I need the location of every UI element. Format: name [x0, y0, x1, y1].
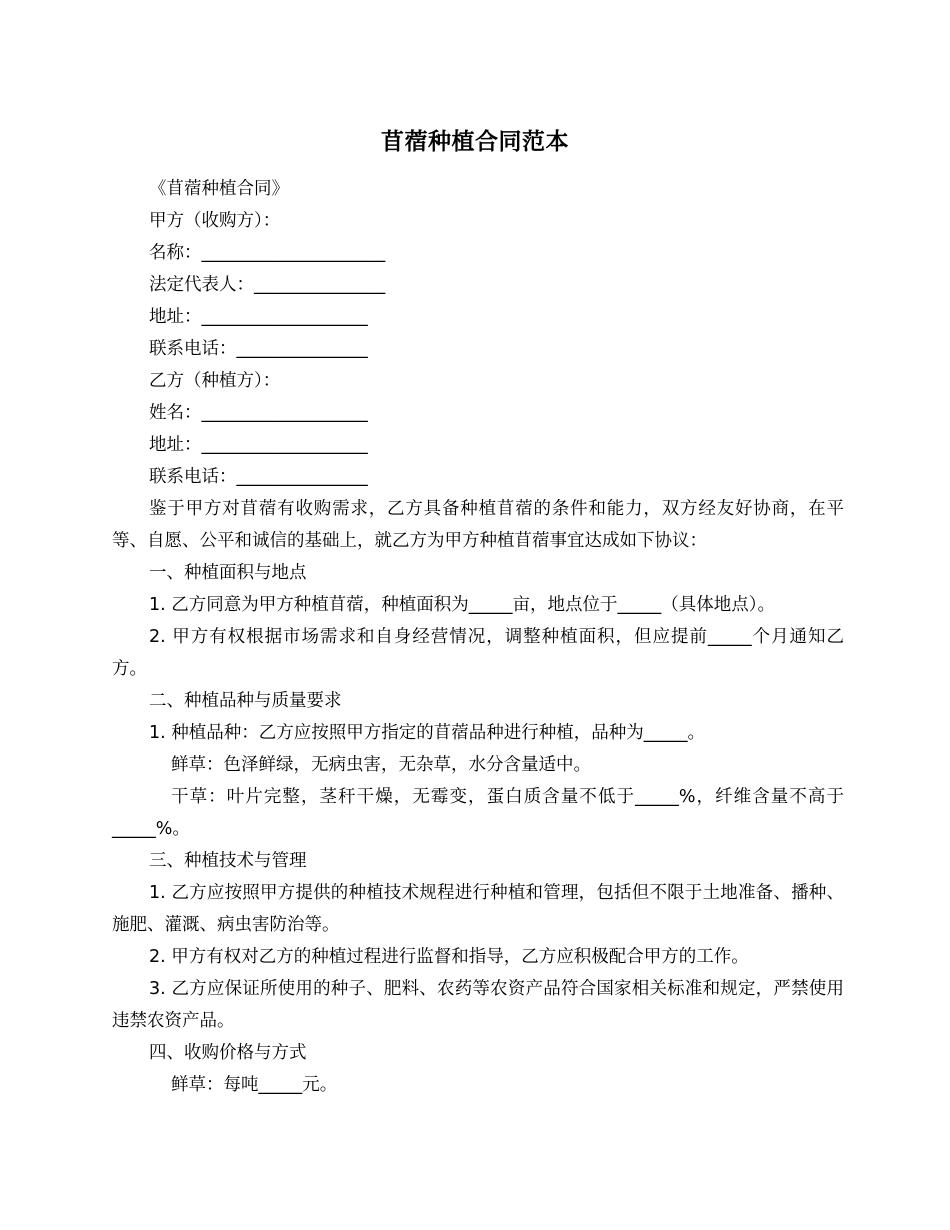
party-a-phone-field: 联系电话：_______________	[149, 339, 368, 359]
section-3-clause-3: 3. 乙方应保证所使用的种子、肥料、农药等农资产品符合国家相关标准和规定，严禁使用违禁农资产品。	[112, 979, 844, 1031]
preamble-paragraph: 鉴于甲方对苜蓿有收购需求，乙方具备种植苜蓿的条件和能力，双方经友好协商，在平等、自愿、公平和诚信的基础上，就乙方为甲方种植苜蓿事宜达成如下协议：	[112, 499, 844, 551]
section-2-clause-1: 1. 种植品种：乙方应按照甲方指定的苜蓿品种进行种植，品种为_____。	[149, 723, 706, 743]
document-body	[112, 173, 844, 1101]
contract-name-line: 《苜蓿种植合同》	[149, 179, 289, 199]
party-b-phone-field: 联系电话：_______________	[149, 467, 368, 487]
section-1-heading: 一、种植面积与地点	[149, 563, 307, 583]
party-a-name-field: 名称：_____________________	[149, 243, 386, 263]
party-a-representative-field: 法定代表人：_______________	[149, 275, 386, 295]
party-b-heading: 乙方（种植方）：	[149, 371, 281, 391]
document-title: 苜蓿种植合同范本	[381, 129, 569, 155]
section-3-heading: 三、种植技术与管理	[149, 851, 307, 871]
section-1-clause-2: 2. 甲方有权根据市场需求和自身经营情况，调整种植面积，但应提前_____个月通知乙方。	[112, 627, 844, 679]
section-3-clause-1: 1. 乙方应按照甲方提供的种植技术规程进行种植和管理，包括但不限于土地准备、播种、施肥、灌溉、病虫害防治等。	[112, 883, 844, 935]
party-a-address-field: 地址：___________________	[149, 307, 368, 327]
fresh-grass-quality: 鲜草：色泽鲜绿，无病虫害，无杂草，水分含量适中。	[171, 755, 591, 775]
party-a-heading: 甲方（收购方）：	[149, 211, 281, 231]
section-1-clause-1: 1. 乙方同意为甲方种植苜蓿，种植面积为_____亩，地点位于_____（具体地点）。	[149, 595, 776, 615]
party-b-name-field: 姓名：___________________	[149, 403, 368, 423]
fresh-grass-price: 鲜草：每吨_____元。	[171, 1075, 338, 1095]
party-b-address-field: 地址：___________________	[149, 435, 368, 455]
section-2-heading: 二、种植品种与质量要求	[149, 691, 342, 711]
section-3-clause-2: 2. 甲方有权对乙方的种植过程进行监督和指导，乙方应积极配合甲方的工作。	[149, 947, 749, 967]
section-4-heading: 四、收购价格与方式	[149, 1043, 307, 1063]
hay-quality: 干草：叶片完整，茎秆干燥，无霉变，蛋白质含量不低于_____%，纤维含量不高于_____%。	[112, 787, 844, 839]
